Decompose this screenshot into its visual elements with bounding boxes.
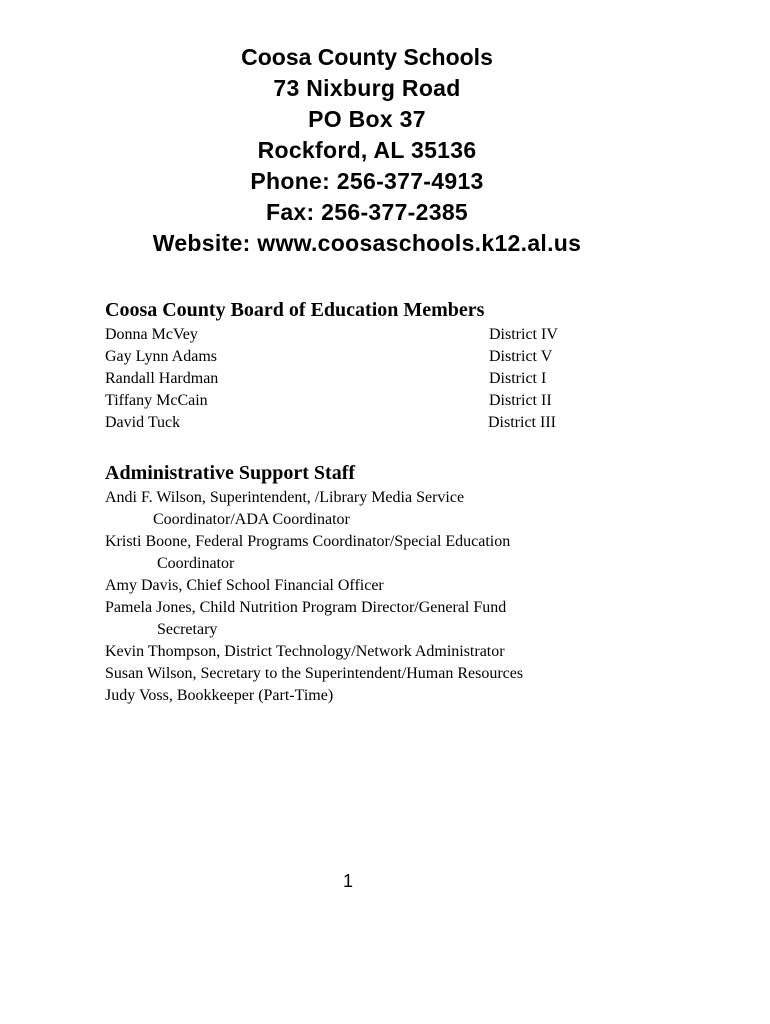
- staff-entry-text: Pamela Jones, Child Nutrition Program Director/General Fund: [105, 599, 507, 616]
- staff-entry-text: Susan Wilson, Secretary to the Superintendent/Human Resources: [105, 665, 524, 682]
- staff-entry: [105, 641, 625, 663]
- member-name: Gay Lynn Adams: [105, 348, 217, 365]
- staff-entry-text: Kristi Boone, Federal Programs Coordinator/Special Education: [105, 533, 511, 550]
- member-name: Donna McVey: [105, 326, 198, 343]
- staff-entry-text: Andi F. Wilson, Superintendent, /Library Media Service: [105, 489, 465, 506]
- member-name: Tiffany McCain: [105, 392, 208, 409]
- board-member-row: [105, 390, 585, 412]
- member-district: District I: [489, 370, 547, 387]
- staff-entry-continuation: Secretary: [157, 621, 218, 638]
- letterhead: [0, 42, 734, 259]
- staff-entry-continuation: Coordinator: [157, 555, 235, 572]
- staff-entry-text: Amy Davis, Chief School Financial Officer: [105, 577, 384, 594]
- board-member-row: [105, 324, 585, 346]
- organization-title: Coosa County Schools: [241, 44, 493, 70]
- phone-number: Phone: 256-377-4913: [250, 168, 484, 194]
- website: Website: www.coosaschools.k12.al.us: [152, 230, 582, 256]
- staff-entry: [105, 685, 625, 707]
- member-district: District IV: [489, 326, 558, 343]
- member-name: Randall Hardman: [105, 370, 219, 387]
- board-member-row: [105, 412, 585, 434]
- board-member-row: [105, 346, 585, 368]
- staff-entry: [105, 531, 625, 575]
- page-number: 1: [343, 871, 354, 891]
- staff-entry: [105, 575, 625, 597]
- staff-entry: [105, 663, 625, 685]
- board-member-row: [105, 368, 585, 390]
- staff-heading: Administrative Support Staff: [105, 462, 356, 484]
- staff-entry-continuation: Coordinator/ADA Coordinator: [153, 511, 350, 528]
- member-name: David Tuck: [105, 414, 181, 431]
- staff-section: [105, 461, 625, 707]
- staff-entry: [105, 487, 625, 531]
- po-box: PO Box 37: [308, 106, 426, 132]
- member-district: District III: [488, 414, 556, 431]
- staff-entry: [105, 597, 625, 641]
- member-district: District II: [489, 392, 552, 409]
- staff-entry-text: Judy Voss, Bookkeeper (Part-Time): [105, 687, 334, 704]
- member-district: District V: [489, 348, 553, 365]
- board-members-section: [105, 298, 585, 434]
- board-members-heading: Coosa County Board of Education Members: [105, 299, 485, 321]
- staff-entry-text: Kevin Thompson, District Technology/Network Administrator: [105, 643, 505, 660]
- street-address: 73 Nixburg Road: [273, 75, 461, 101]
- city-state-zip: Rockford, AL 35136: [257, 137, 477, 163]
- fax-number: Fax: 256-377-2385: [265, 199, 468, 225]
